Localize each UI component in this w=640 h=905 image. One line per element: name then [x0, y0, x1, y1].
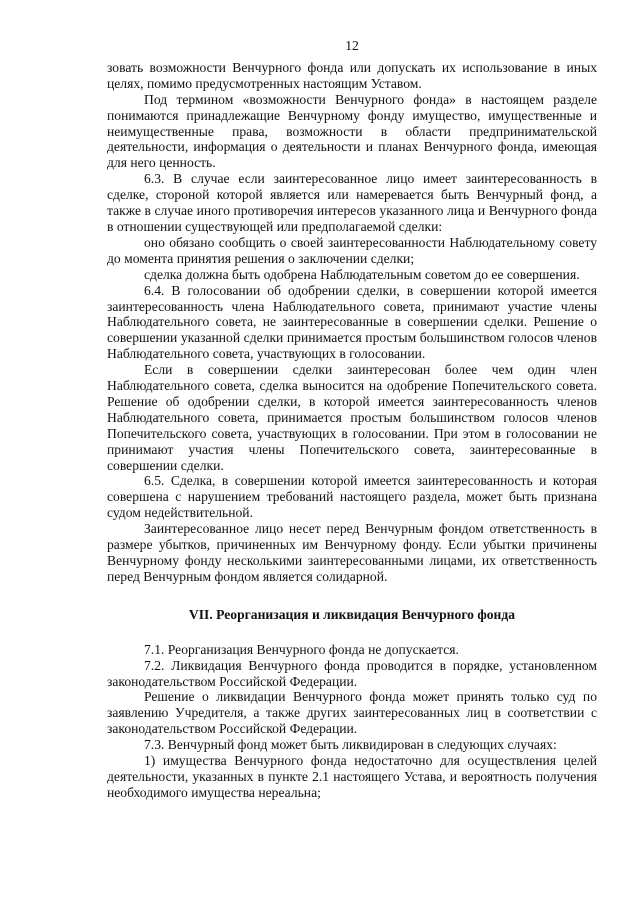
paragraph: 1) имущества Венчурного фонда недостаточно для осуществления целей деятельности, указанных в пункте 2.1 настоящего Устава, и вероятность получения необходимого имущества нереальна; — [107, 753, 597, 800]
paragraph: 7.3. Венчурный фонд может быть ликвидирован в следующих случаях: — [144, 737, 557, 753]
paragraph: Под термином «возможности Венчурного фонда» в настоящем разделе понимаются принадлежащие Венчурному фонду имущество, имущественные и неимущественные права, возможности в области предпринимательской деятельности, информация о деятельности и планах Венчурного фонда, имеющая для него ценность. — [107, 91, 597, 171]
paragraph: Решение о ликвидации Венчурного фонда может принять только суд по заявлению Учредителя, а также других заинтересованных лиц в соответствии с законодательством Российской Федерации. — [107, 689, 597, 737]
section-7-body — [107, 642, 597, 801]
paragraph: 6.3. В случае если заинтересованное лицо имеет заинтересованность в сделке, стороной которой является или намеревается быть Венчурный фонд, а также в случае иного противоречия интересов указанного лица и Венчурного фонда в отношении существующей или предполагаемой сделки: — [107, 171, 597, 234]
section-heading: VII. Реорганизация и ликвидация Венчурного фонда — [188, 606, 516, 622]
section-6-body — [107, 60, 597, 585]
paragraph: 7.2. Ликвидация Венчурного фонда проводится в порядке, установленном законодательством Российской Федерации. — [107, 657, 597, 689]
page-number: 12 — [345, 38, 359, 53]
document-page — [107, 38, 597, 801]
paragraph: Если в совершении сделки заинтересован более чем один член Наблюдательного совета, сделка выносится на одобрение Попечительского совета. Решение об одобрении сделки, в которой имеется заинтересованность членов Наблюдательного совета, принимается простым большинством голосов членов Попечительского совета, участвующих в голосовании. При этом в голосовании не принимают участия члены Попечительского совета, заинтересованные в совершении сделки. — [107, 362, 597, 473]
paragraph: 6.5. Сделка, в совершении которой имеется заинтересованность и которая совершена с нарушением требований настоящего раздела, может быть признана судом недействительной. — [107, 473, 597, 521]
paragraph: сделка должна быть одобрена Наблюдательным советом до ее совершения. — [144, 266, 580, 282]
paragraph: Заинтересованное лицо несет перед Венчурным фондом ответственность в размере убытков, причиненных им Венчурному фонду. Если убытки причинены Венчурному фонду несколькими заинтересованными лицами, их ответственность перед Венчурным фондом является солидарной. — [107, 521, 597, 584]
paragraph: зовать возможности Венчурного фонда или допускать их использование в иных целях, помимо предусмотренных настоящим Уставом. — [107, 59, 597, 91]
paragraph: 7.1. Реорганизация Венчурного фонда не допускается. — [144, 641, 459, 657]
paragraph: 6.4. В голосовании об одобрении сделки, в совершении которой имеется заинтересованность члена Наблюдательного совета, принимают участие члены Наблюдательного совета, не заинтересованные в совершении сделки. Решение о совершении указанной сделки принимается простым большинством голосов членов Наблюдательного совета, участвующих в голосовании. — [107, 282, 597, 362]
paragraph: оно обязано сообщить о своей заинтересованности Наблюдательному совету до момента принятия решения о заключении сделки; — [107, 234, 597, 266]
